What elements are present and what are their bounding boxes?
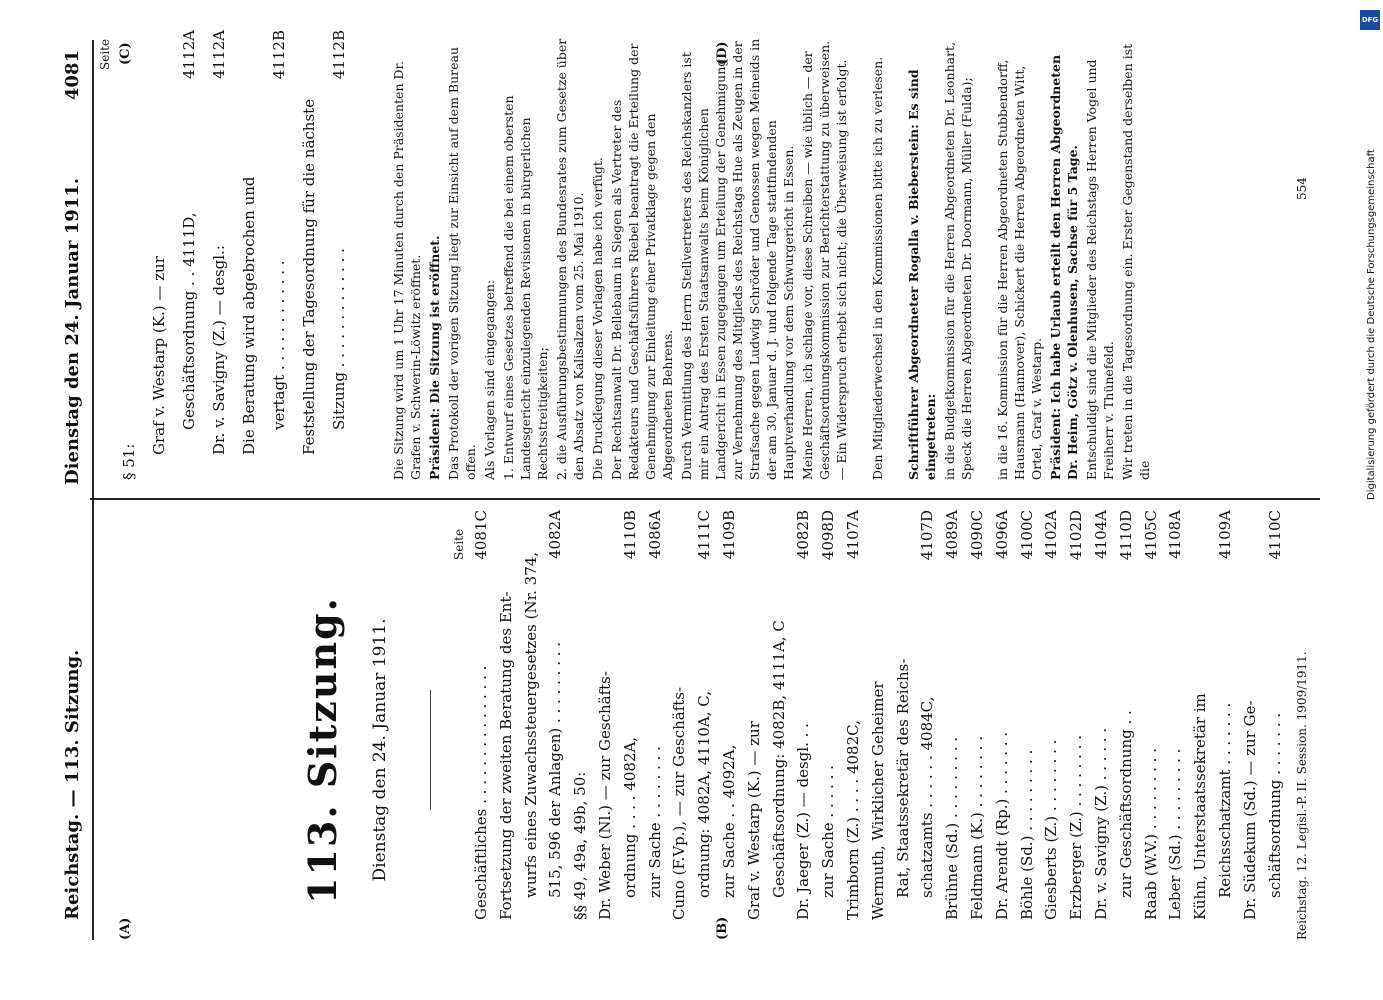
session-title: 113. Sitzung. [300, 596, 345, 904]
toc-entry-text: zur Sache . . . . . . [819, 765, 838, 898]
toc-entry-page: 4086A [645, 510, 664, 560]
proceedings-paragraph: Wir treten in die Tagesordnung ein. Erster Gegenstand derselben ist die [1120, 43, 1152, 480]
toc-entry-text: Feststellung der Tagesordnung für die nächste [300, 98, 318, 455]
header-center: Dienstag den 24. Januar 1911. [62, 177, 83, 485]
footer-right: 554 [1295, 177, 1309, 200]
margin-marker-d: (D) [715, 41, 730, 65]
toc-entry-page: 4102A [1042, 510, 1061, 560]
digitization-note: Digitalisierung gefördert durch die Deutsche Forschungsgemeinschaft [1366, 149, 1377, 500]
toc-entry-page: 4102D [1067, 510, 1086, 561]
toc-entry-page: 4110C [1265, 510, 1284, 560]
session-date: Dienstag den 24. Januar 1911. [370, 618, 390, 882]
header-rule [92, 40, 94, 940]
toc-entry-page: 4107A [844, 510, 862, 560]
toc-entry-page: 4111C [695, 510, 714, 560]
margin-marker-b: (B) [715, 916, 730, 940]
proceedings-paragraph: Meine Herren, ich schlage vor, diese Schreiben — wie üblich — der Geschäftsordnungskommission zur Berichterstattung zu überweisen. — Ein Widerspruch erhebt sich nicht; die Überweisung ist erfolgt. [800, 40, 849, 480]
toc-entry-text: schatzamts . . . . . . 4084C, [918, 696, 937, 898]
toc-entry-page: 4112B [270, 30, 288, 80]
toc-entry-text: wurfs eines Zuwachssteuergesetzes (Nr. 374, [521, 551, 540, 898]
toc-entry-text: Dr. v. Savigny (Z.) — desgl.: [210, 245, 228, 455]
toc-entry-text: § 51: [120, 443, 138, 480]
toc-entry-text: zur Sache . . . . . . . . [645, 746, 664, 898]
proceedings-paragraph: Präsident: Die Sitzung ist eröffnet. [427, 235, 442, 480]
toc-entry-text: Brühne (Sd.) . . . . . . . . . [943, 737, 962, 920]
toc-entry-text: Reichsschatzamt . . . . . . . [1216, 702, 1234, 898]
proceedings-paragraph: in die Budgetkommission für die Herren Abgeordneten Dr. Leonhart, Speck die Herren Abgeordneten Dr. Doormann, Müller (Fulda); [942, 41, 974, 480]
toc-entry-text: Dr. Südekum (Sd.) — zur Ge- [1240, 700, 1259, 920]
proceedings-paragraph: Entschuldigt sind die Mitglieder des Reichstags Herren Vogel und Freiherr v. Thünefeld. [1084, 59, 1116, 480]
proceedings-paragraph: Der Rechtsanwalt Dr. Bellebaum in Siegen als Vertreter des Redakteurs und Geschäftsführers Riebel beantragt die Erteilung der Genehmigung zur Einleitung einer Privatklage gegen den Abgeordneten Behrens. [609, 43, 675, 480]
proceedings-paragraph: Den Mitgliederwechsel in den Kommissionen bitte ich zu verlesen. [870, 56, 885, 480]
proceedings-paragraph: Das Protokoll der vorigen Sitzung liegt zur Einsicht auf dem Bureau offen. [446, 46, 478, 480]
toc-entry-page: 4104A [1092, 510, 1110, 560]
toc-entry-text: Dr. Weber (Nl.) — zur Geschäfts- [596, 671, 614, 920]
toc-entry-page: 4098D [819, 510, 838, 561]
toc-entry-page: 4096A [992, 510, 1011, 560]
toc-entry-page: 4110B [620, 510, 639, 560]
toc-entry-text: Geschäftsordnung: 4082B, 4111A, C [769, 620, 788, 898]
seite-label: Seite [452, 528, 466, 560]
header-left: Reichstag. — 113. Sitzung. [62, 649, 83, 920]
toc-entry-page: 4109A [1216, 510, 1234, 560]
toc-entry-page: 4082B [794, 510, 813, 560]
toc-entry-page: 4107D [918, 510, 937, 561]
toc-entry-text: Raab (W.V.) . . . . . . . . . [1141, 748, 1160, 920]
proceedings-paragraph: Schriftführer Abgeordneter Rogalla v. Bieberstein: Es sind eingetreten: [906, 69, 938, 480]
toc-entry-text: Graf v. Westarp (K.) — zur [150, 256, 168, 455]
toc-entry-text: Rat, Staatssekretär des Reichs- [893, 658, 912, 898]
toc-entry-page: 4110D [1116, 510, 1135, 561]
proceedings-paragraph: in die 16. Kommission für die Herren Abgeordneten Stubbendorff, Hausmann (Hannover), Schickert die Herren Abgeordneten Witt, Ortel, Graf v. Westarp. [995, 59, 1044, 480]
toc-entry-text: 515, 596 der Anlagen) . . . . . . . . . [546, 641, 565, 898]
toc-entry-text: Cuno (F.Vp.), — zur Geschäfts- [670, 686, 689, 920]
toc-entry-page: 4100C [1017, 510, 1036, 560]
toc-entry-page: 4105C [1141, 510, 1160, 560]
toc-entry-page: 4089A [943, 510, 962, 560]
toc-entry-text: zur Sache . . 4092A, [720, 744, 738, 898]
toc-entry-text: Erzberger (Z.) . . . . . . . . [1067, 734, 1086, 920]
toc-entry-text: Kühn, Unterstaatssekretär im [1191, 693, 1210, 920]
toc-entry-text: Geschäftliches . . . . . . . . . . . . . . . [472, 665, 490, 920]
toc-entry-text: Dr. Arendt (Rp.) . . . . . . . [992, 731, 1011, 920]
proceedings-paragraph: Präsident: Ich habe Urlaub erteilt den Herren Abgeordneten Dr. Heim, Götz v. Olenhusen, Sachse für 5 Tage. [1048, 54, 1080, 480]
toc-entry-page: 4108A [1166, 510, 1185, 560]
proceedings-paragraph: Als Vorlagen sind eingegangen: [482, 279, 497, 480]
toc-entry-page: 4112A [210, 30, 228, 80]
toc-entry-text: Trimborn (Z.) . . . . 4082C, [844, 720, 862, 920]
toc-entry-page: 4081C [472, 510, 490, 560]
toc-entry-text: Fortsetzung der zweiten Beratung des Ent- [496, 591, 515, 920]
toc-entry-text: Feldmann (K.) . . . . . . . . [968, 735, 986, 920]
toc-entry-text: zur Geschäftsordnung . . [1116, 710, 1135, 898]
proceedings-paragraph: Durch Vermittlung des Herrn Stellvertreters des Reichskanzlers ist mir ein Antrag des Ersten Staatsanwalts beim Königlichen Landgericht in Essen zugegangen um Erteilung der Genehmigung zur Vernehmung des Mitglieds des Reichstags Hue als Zeugen in der Strafsache gegen Ludwig Schröder und Genossen wegen Meineids in der am 30. Januar d. J. und folgende Tage stattfindenden Hauptverhandlung vor dem Schwurgericht in Essen. [679, 38, 796, 480]
toc-entry-page: 4090C [968, 510, 986, 560]
page-number: 4081 [62, 50, 83, 101]
toc-entry-text: Leber (Sd.) . . . . . . . . . [1166, 748, 1185, 920]
toc-entry-text: Geschäftsordnung . . 4111D, [180, 212, 198, 430]
toc-entry-text: Dr. Jaeger (Z.) — desgl. . . [794, 723, 813, 920]
toc-entry-page: 4082A [546, 510, 565, 560]
toc-entry-page: 4112B [330, 30, 348, 80]
toc-entry-text: vertagt . . . . . . . . . . . . [270, 260, 288, 430]
toc-entry-text: ordnung . . . . 4082A, [620, 736, 639, 898]
dfg-logo: DFG [1360, 10, 1380, 30]
proceedings-paragraph: 1. Entwurf eines Gesetzes betreffend die bei einem obersten Landesgericht einzulegenden Revisionen in bürgerlichen Rechtsstreitigkeiten; [501, 95, 550, 480]
toc-entry-text: Dr. v. Savigny (Z.) . . . . . . [1092, 727, 1110, 920]
toc-entry-page: 4112A [180, 30, 198, 80]
toc-entry-text: schäftsordnung . . . . . . . [1265, 712, 1284, 898]
right-seite-label: Seite [98, 38, 112, 70]
proceedings-paragraph: Die Sitzung wird um 1 Uhr 17 Minuten durch den Präsidenten Dr. Grafen v. Schwerin-Löwitz eröffnet. [391, 60, 423, 480]
title-rule [430, 690, 431, 810]
toc-entry-text: Böhle (Sd.) . . . . . . . . . [1017, 749, 1036, 920]
column-divider [90, 498, 1320, 500]
toc-entry-text: Die Beratung wird abgebrochen und [240, 176, 258, 455]
toc-entry-text: Giesberts (Z.) . . . . . . . . [1042, 739, 1061, 920]
toc-entry-text: ordnung: 4082A, 4110A, C, [695, 690, 714, 898]
page-header [60, 0, 90, 1000]
proceedings-paragraph: Die Drucklegung dieser Vorlagen habe ich verfügt. [590, 157, 605, 480]
toc-entry-text: §§ 49, 49a, 49b, 50: [571, 771, 590, 920]
margin-marker-a: (A) [118, 917, 133, 940]
toc-entry-text: Wermuth, Wirklicher Geheimer [868, 681, 887, 920]
toc-entry-page: 4109B [720, 510, 738, 560]
toc-entry-text: Sitzung . . . . . . . . . . . . . [330, 248, 348, 430]
margin-marker-c: (C) [118, 42, 133, 65]
footer-left: Reichstag. 12. Legisl.-P. II. Session. 1909/1911. [1295, 651, 1309, 940]
toc-entry-text: Graf v. Westarp (K.) — zur [744, 721, 763, 920]
proceedings-paragraph: 2. die Ausführungsbestimmungen des Bundesrates zum Gesetze über den Absatz von Kalisalzen vom 25. Mai 1910. [554, 38, 586, 480]
